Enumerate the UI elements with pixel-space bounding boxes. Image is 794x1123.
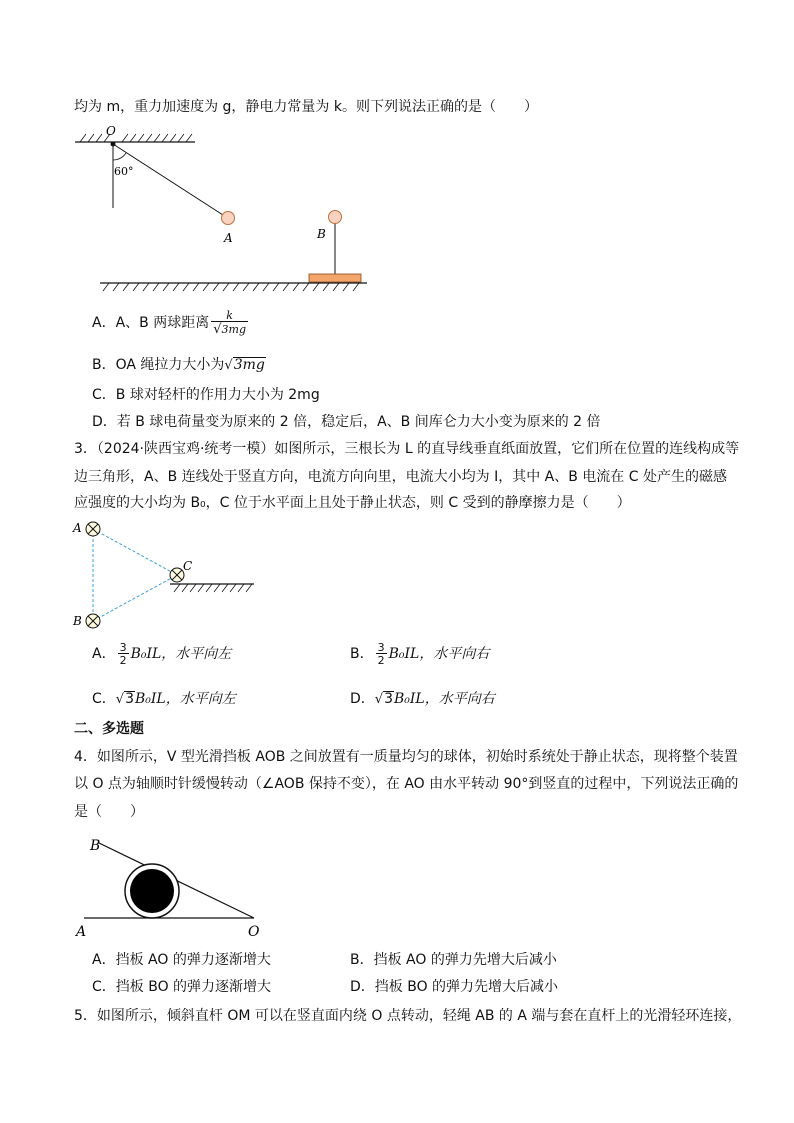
q3-option-d-rad: 3 bbox=[384, 691, 393, 707]
label-o: O bbox=[248, 924, 260, 940]
q3-option-b-num: 3 bbox=[377, 641, 385, 654]
label-b: B bbox=[90, 838, 101, 854]
q3-option-c-rad: 3 bbox=[125, 691, 134, 707]
q2-option-a-num: k bbox=[226, 309, 233, 322]
q2-option-c: C．B 球对轻杆的作用力大小为 2mg bbox=[92, 387, 320, 403]
q3-option-a-rest: B₀IL，水平向左 bbox=[130, 646, 232, 662]
q2-figure bbox=[70, 122, 380, 294]
q3-option-b bbox=[350, 642, 489, 666]
ball-b bbox=[329, 211, 342, 224]
q3-option-c-label: C． bbox=[92, 691, 116, 707]
wire-c-icon bbox=[170, 568, 184, 582]
q4-figure bbox=[72, 830, 272, 942]
q2-option-b-prefix: B． bbox=[92, 357, 116, 373]
wire-a-icon bbox=[86, 522, 100, 536]
q3-option-b-label: B． bbox=[350, 646, 374, 662]
q4-line-1: 4．如图所示，V 型光滑挡板 AOB 之间放置有一质量均匀的球体，初始时系统处于静止状态，现将整个装置 bbox=[74, 749, 738, 765]
label-o: O bbox=[106, 124, 116, 138]
q4-option-a: A．挡板 AO 的弹力逐渐增大 bbox=[92, 952, 271, 968]
section-title: 二、多选题 bbox=[74, 721, 144, 737]
q3-option-a-num: 3 bbox=[119, 641, 127, 654]
q4-option-c: C．挡板 BO 的弹力逐渐增大 bbox=[92, 979, 272, 995]
q3-figure bbox=[70, 515, 260, 633]
label-c: C bbox=[183, 559, 193, 573]
label-a: A bbox=[73, 521, 82, 535]
q2-option-b-val: 3mg bbox=[233, 357, 265, 373]
q2-stem-tail: 均为 m，重力加速度为 g，静电力常量为 k。则下列说法正确的是（ ） bbox=[74, 99, 538, 115]
q2-option-b-text: OA 绳拉力大小为 bbox=[115, 357, 225, 373]
sphere bbox=[130, 869, 174, 913]
q2-option-d: D．若 B 球电荷量变为原来的 2 倍，稳定后，A、B 间库仑力大小变为原来的 2 倍 bbox=[92, 414, 601, 430]
q3-option-d-label: D． bbox=[350, 691, 375, 707]
q2-option-a-den: 3mg bbox=[221, 323, 246, 336]
q5-line-1: 5．如图所示，倾斜直杆 OM 可以在竖直面内绕 O 点转动，轻绳 AB 的 A 端与套在直杆上的光滑轻环连接， bbox=[74, 1008, 742, 1024]
q3-option-b-rest: B₀IL，水平向右 bbox=[388, 646, 490, 662]
q4-line-2: 以 O 点为轴顺时针缓慢转动（∠AOB 保持不变），在 AO 由水平转动 90°到竖直的过程中，下列说法正确的 bbox=[74, 776, 739, 792]
q3-option-b-den: 2 bbox=[377, 654, 385, 667]
angle-label: 60° bbox=[114, 165, 134, 178]
q2-option-b: B．OA 绳拉力大小为√3mg bbox=[92, 357, 265, 373]
q2-option-a: A．A、B 两球距离 $\frac{k}{√3mg}$ bbox=[92, 309, 246, 337]
q3-option-d-rest: B₀IL，水平向右 bbox=[394, 691, 495, 707]
q4-line-3: 是（ ） bbox=[74, 804, 144, 820]
label-a: A bbox=[76, 924, 87, 940]
q3-option-a-label: A． bbox=[92, 646, 116, 662]
q4-option-b: B．挡板 AO 的弹力先增大后减小 bbox=[350, 952, 557, 968]
base-block bbox=[309, 274, 361, 282]
wire-b-icon bbox=[86, 614, 100, 628]
q3-option-d: D．√3B₀IL，水平向右 bbox=[350, 691, 495, 707]
ball-a bbox=[222, 212, 235, 225]
q3-line-1: 3．（2024·陕西宝鸡·统考一模）如图所示，三根长为 L 的直导线垂直纸面放置，它们所在位置的连线构成等 bbox=[74, 441, 740, 457]
q3-option-c-rest: B₀IL，水平向左 bbox=[135, 691, 236, 707]
q3-option-c: C．√3B₀IL，水平向左 bbox=[92, 691, 236, 707]
q4-option-d: D．挡板 BO 的弹力先增大后减小 bbox=[350, 979, 559, 995]
label-a: A bbox=[224, 231, 233, 245]
label-b: B bbox=[317, 227, 326, 241]
q2-option-a-prefix: A．A、B 两球距离 bbox=[92, 315, 210, 331]
label-b: B bbox=[73, 614, 82, 628]
q3-line-3: 应强度的大小均为 B₀，C 位于水平面上且处于静止状态，则 C 受到的静摩擦力是（ ） bbox=[74, 495, 631, 511]
pivot-dot bbox=[111, 142, 116, 147]
q3-option-a-den: 2 bbox=[119, 654, 127, 667]
q3-option-a bbox=[92, 642, 231, 666]
q3-line-2: 边三角形，A、B 连线处于竖直方向，电流方向向里，电流大小均为 I，其中 A、B 电流在 C 处产生的磁感 bbox=[74, 469, 727, 485]
